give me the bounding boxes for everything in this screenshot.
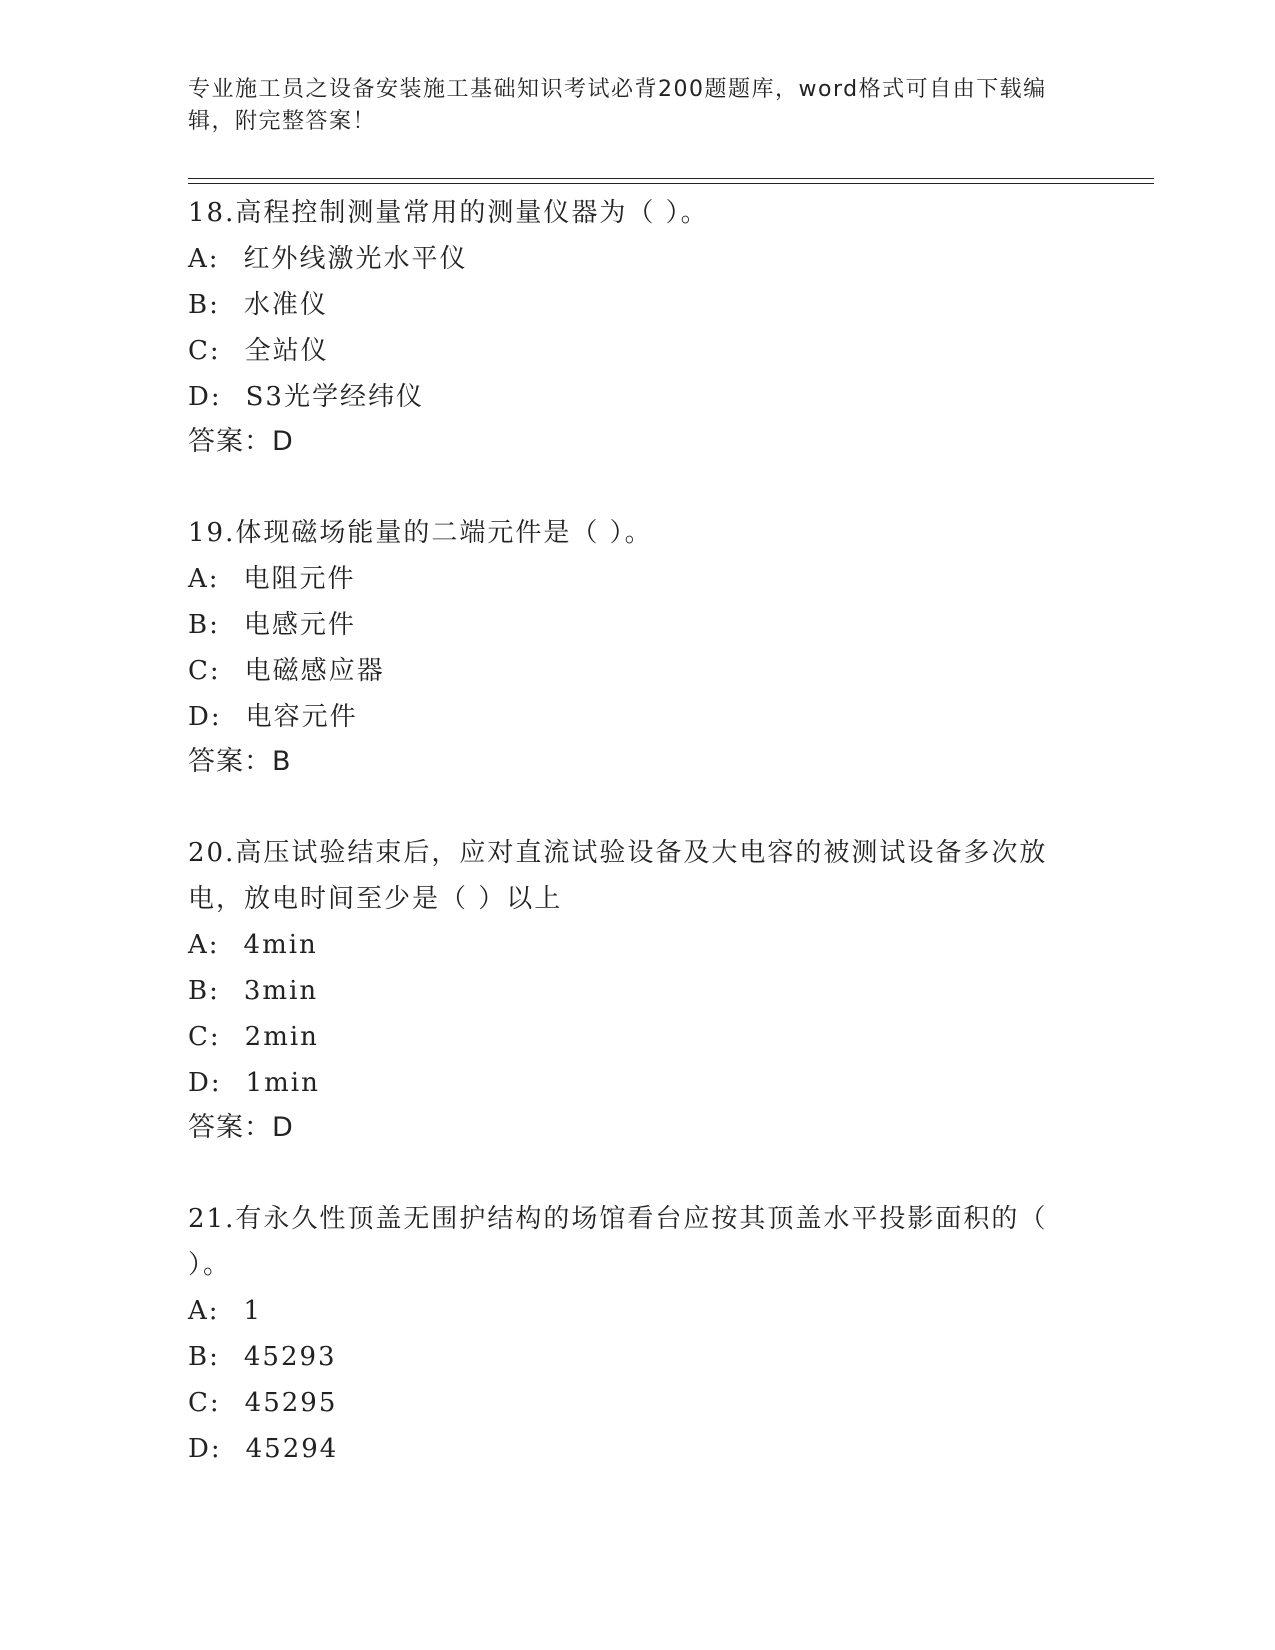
question-text: 18.高程控制测量常用的测量仪器为（ ）。 <box>188 198 709 228</box>
option-letter: C: <box>188 336 221 366</box>
option-a <box>188 556 1088 602</box>
option-letter: D: <box>188 382 222 412</box>
option-letter: C: <box>188 1388 221 1418</box>
option-d <box>188 694 1088 740</box>
document-header: 专业施工员之设备安装施工基础知识考试必背200题题库，word格式可自由下载编辑，附完整答案！ <box>188 77 1047 134</box>
option-letter: C: <box>188 1022 221 1052</box>
answer-line: 答案：B <box>188 746 292 777</box>
question-19 <box>188 510 1088 784</box>
option-letter: A: <box>188 930 220 960</box>
option-letter: B: <box>188 290 220 320</box>
question-text: 21.有永久性顶盖无围护结构的场馆看台应按其顶盖水平投影面积的（ ）。 <box>188 1204 1048 1280</box>
question-20 <box>188 830 1088 1150</box>
option-text: 45295 <box>244 1388 338 1418</box>
option-text: 4min <box>243 930 318 960</box>
question-21 <box>188 1196 1088 1472</box>
question-text: 20.高压试验结束后，应对直流试验设备及大电容的被测试设备多次放电，放电时间至少是（ ）以上 <box>188 838 1048 914</box>
option-text: S3光学经纬仪 <box>245 382 424 412</box>
option-letter: B: <box>188 610 220 640</box>
option-letter: A: <box>188 564 220 594</box>
option-a <box>188 922 1088 968</box>
option-b <box>188 282 1088 328</box>
option-letter: D: <box>188 1068 222 1098</box>
option-text: 45293 <box>243 1342 337 1372</box>
option-text: 水准仪 <box>243 290 328 320</box>
option-b <box>188 602 1088 648</box>
option-letter: C: <box>188 656 221 686</box>
answer-line: 答案：D <box>188 1112 294 1143</box>
answer-line: 答案：D <box>188 426 294 457</box>
question-text: 19.体现磁场能量的二端元件是（ ）。 <box>188 518 653 548</box>
option-text: 电磁感应器 <box>244 656 385 686</box>
option-text: 红外线激光水平仪 <box>243 244 468 274</box>
option-d <box>188 374 1088 420</box>
header-divider-bottom <box>188 183 1154 184</box>
option-d <box>188 1426 1088 1472</box>
header-divider-top <box>188 178 1154 179</box>
option-text: 3min <box>243 976 319 1006</box>
option-c <box>188 1014 1088 1060</box>
option-c <box>188 328 1088 374</box>
option-b <box>188 968 1088 1014</box>
option-b <box>188 1334 1088 1380</box>
option-letter: D: <box>188 702 222 732</box>
option-letter: A: <box>188 244 220 274</box>
option-text: 45294 <box>245 1434 339 1464</box>
option-c <box>188 648 1088 694</box>
option-text: 电感元件 <box>243 610 356 640</box>
question-18 <box>188 190 1088 464</box>
option-d <box>188 1060 1088 1106</box>
option-letter: B: <box>188 1342 220 1372</box>
option-text: 1 <box>243 1296 263 1326</box>
option-text: 全站仪 <box>244 336 329 366</box>
option-letter: A: <box>188 1296 220 1326</box>
option-text: 2min <box>244 1022 319 1052</box>
option-letter: B: <box>188 976 220 1006</box>
option-text: 电容元件 <box>245 702 358 732</box>
option-letter: D: <box>188 1434 222 1464</box>
option-text: 电阻元件 <box>243 564 356 594</box>
option-a <box>188 236 1088 282</box>
option-c <box>188 1380 1088 1426</box>
option-text: 1min <box>245 1068 320 1098</box>
option-a <box>188 1288 1088 1334</box>
